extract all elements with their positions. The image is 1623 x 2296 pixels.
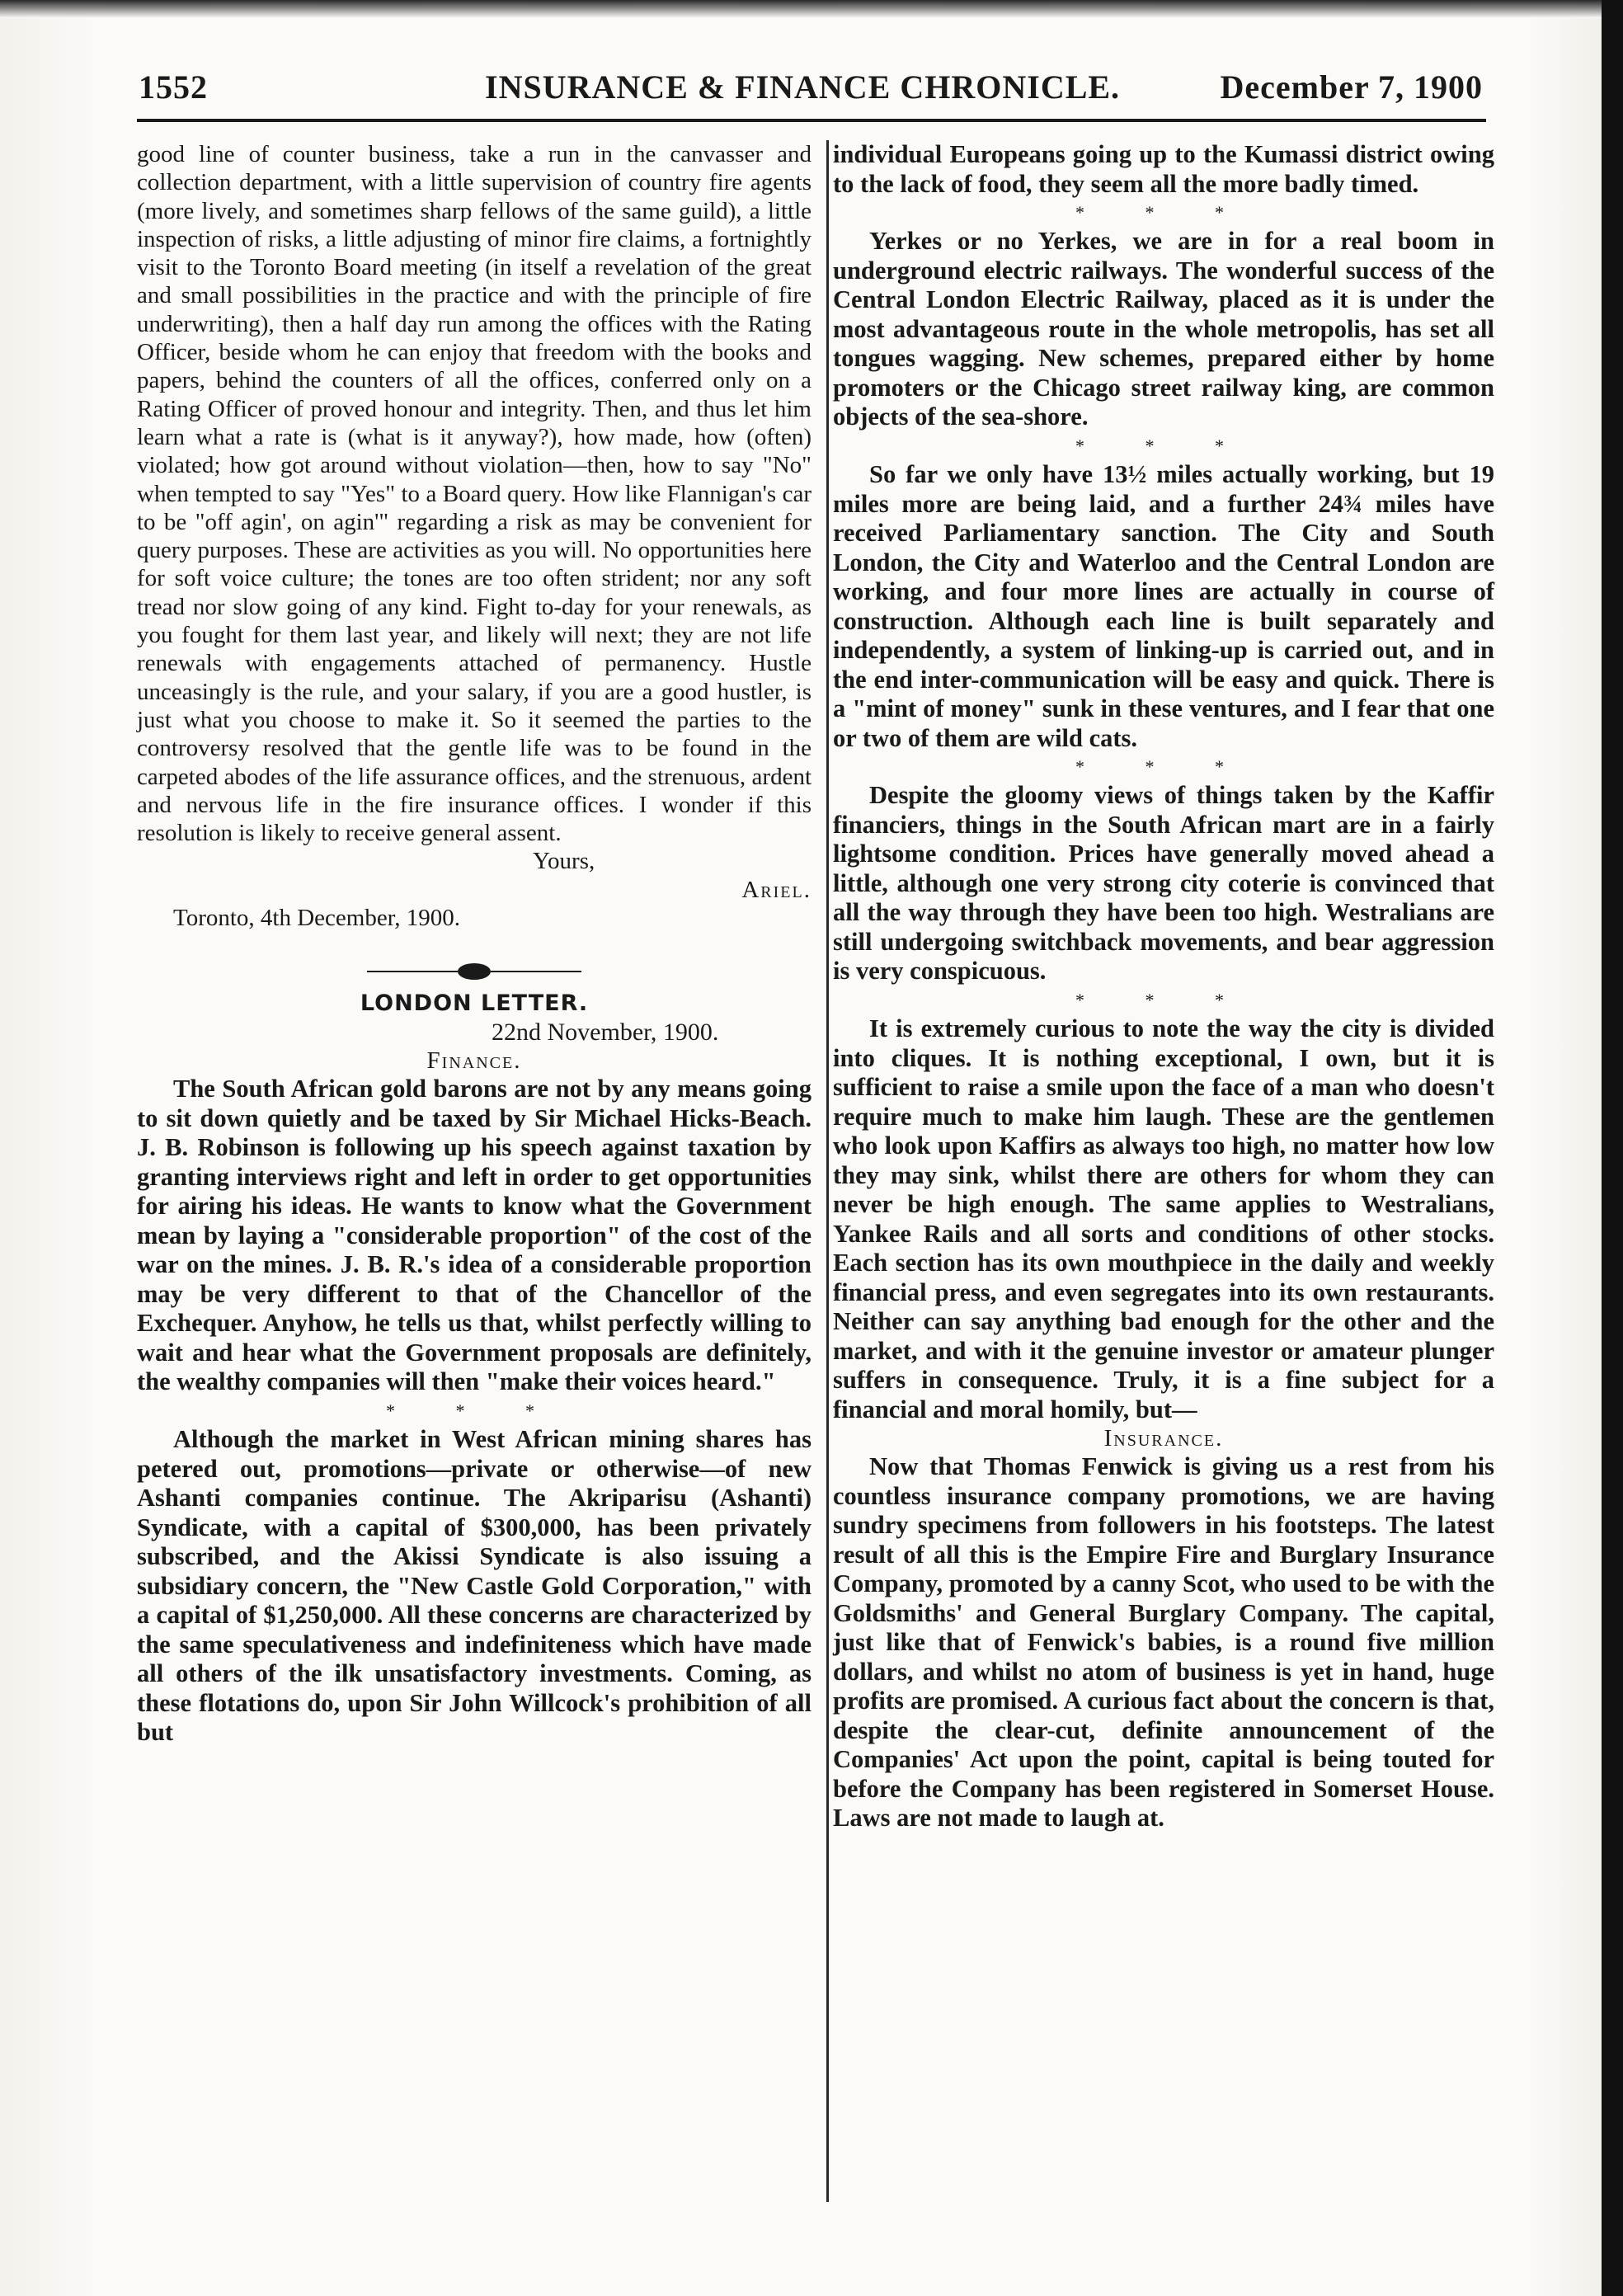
place-date: Toronto, 4th December, 1900. (173, 905, 460, 932)
issue-date: December 7, 1900 (1220, 68, 1483, 106)
page-header (139, 59, 1483, 117)
subhead-insurance: Insurance. (1103, 1425, 1224, 1452)
letter-paragraph: good line of counter business, take a run in the canvasser and collection department, with a little supervision of country fire agents (more lively, and sometimes sharp fellows of the same guild), a little inspection of risks, a little adjusting of minor fire claims, a fortnightly visit to the Toronto Board meeting (in itself a revelation of the great and small possibilities in the practice and with the principle of fire underwriting), then a half day run among the offices with the Rating Officer, beside whom he can enjoy that freedom with the books and papers, behind the counters of all the offices, conferred only on a Rating Officer of proved honour and integrity. Then, and thus let him learn what a rate is (what is it anyway?), how made, how (often) violated; how got around without violation—then, how to say "No" when tempted to say "Yes" to a Board query. How like Flannigan's car to be "off agin', on agin'" regarding a risk as may be convenient for query purposes. These are activities as you will. No opportunities here for soft voice culture; the tones are too often strident; nor any soft tread nor slow going of any kind. Fight to-day for your renewals, as you fought for them last year, and likely will next; they are not life renewals with engagements attached of permanency. Hustle unceasingly is the rule, and your salary, if you are a good hustler, is just what you choose to make it. So it seemed the parties to the controversy resolved that the gentle life was to be found in the carpeted abodes of the life assurance offices, and the strenuous, ardent and nervous life in the fire insurance offices. I wonder if this resolution is likely to receive general assent. (137, 141, 812, 847)
article-paragraph: individual Europeans going up to the Kumassi district owing to the lack of food, they seem all the more badly timed. (833, 140, 1494, 198)
subhead-finance: Finance. (426, 1047, 522, 1074)
closing-yours: Yours, (533, 848, 595, 875)
section-break-stars: * * * (1075, 756, 1252, 778)
section-break-stars: * * * (386, 1400, 562, 1421)
section-break-stars: * * * (1075, 989, 1252, 1010)
article-paragraph: Although the market in West African mining shares has petered out, promotions—private or otherwise—of new Ashanti companies continue. The Akriparisu (Ashanti) Syndicate, with a capital of $300,000, has been privately subscribed, and the Akissi Syndicate is also issuing a subsidiary concern, the "New Castle Gold Corporation," with a capital of $1,250,000. All these concerns are characterized by the same speculativeness and indefiniteness which have made all others of the ilk unsatisfactory investments. Coming, as these flotations do, upon Sir John Willcock's prohibition of all but (137, 1425, 812, 1746)
letter-dateline: 22nd November, 1900. (492, 1018, 719, 1046)
column-divider (826, 140, 829, 2202)
left-column (137, 140, 812, 1748)
article-paragraph: Yerkes or no Yerkes, we are in for a real boom in underground electric railways. The wonderful success of the Central London Electric Railway, placed as it is under the most advantageous route in the whole metropolis, has set all tongues wagging. New schemes, prepared either by home promoters or the Chicago street railway king, are common objects of the sea-shore. (833, 227, 1494, 431)
article-paragraph: Now that Thomas Fenwick is giving us a rest from his countless insurance company promotions, we are having sundry specimens from followers in his footsteps. The latest result of all this is the Empire Fire and Burglary Insurance Company, promoted by a canny Scot, who used to be with the Goldsmiths' and General Burglary Company. The capital, just like that of Fenwick's babies, is a round five million dollars, and whilst no atom of business is yet in hand, huge profits are promised. A curious fact about the concern is that, despite the clear-cut, definite announcement of the Companies' Act upon the point, capital is being touted for before the Company has been registered in Somerset House. Laws are not made to laugh at. (833, 1452, 1494, 1833)
scan-right-edge (1602, 0, 1623, 2296)
header-rule (137, 119, 1486, 122)
right-column (833, 140, 1494, 1833)
scan-top-edge (0, 0, 1623, 18)
section-break-stars: * * * (1075, 435, 1252, 456)
page-number: 1552 (139, 68, 208, 106)
publication-title: INSURANCE & FINANCE CHRONICLE. (485, 68, 1121, 106)
article-paragraph: So far we only have 13½ miles actually working, but 19 miles more are being laid, and a further 24¾ miles have received Parliamentary sanction. The City and South London, the City and Waterloo and the Central London are working, and four more lines are actually in course of construction. Although each line is built separately and independently, a system of linking-up is carried out, and in the end inter-communication will be easy and quick. There is a "mint of money" sunk in these ventures, and I fear that one or two of them are wild cats. (833, 460, 1494, 752)
section-ornament (367, 960, 581, 983)
section-title: LONDON LETTER. (360, 990, 589, 1017)
article-paragraph: The South African gold barons are not by any means going to sit down quietly and be taxed by Sir Michael Hicks-Beach. J. B. Robinson is following up his speech against taxation by granting interviews right and left in order to get opportunities for airing his ideas. He wants to know what the Government mean by laying a "considerable proportion" of the cost of the war on the mines. J. B. R.'s idea of a considerable proportion may be very different to that of the Chancellor of the Exchequer. Anyhow, he tells us that, whilst perfectly willing to wait and hear what the Government proposals are definitely, the wealthy companies will then "make their voices heard." (137, 1075, 812, 1396)
article-paragraph: Despite the gloomy views of things taken by the Kaffir financiers, things in the South African mart are in a fairly lightsome condition. Prices have generally moved ahead a little, although one very strong city coterie is convinced that all the way through they have been too high. Westralians are still undergoing switchback movements, and bear aggression is very conspicuous. (833, 781, 1494, 986)
section-break-stars: * * * (1075, 202, 1252, 223)
article-paragraph: It is extremely curious to note the way the city is divided into cliques. It is nothing exceptional, I own, but it is sufficient to raise a smile upon the face of a man who doesn't require much to make him laugh. These are the gentlemen who look upon Kaffirs as always too high, no matter how low they may sink, whilst there are others for whom they can never be high enough. The same applies to Westralians, Yankee Rails and all sorts and conditions of other stocks. Each section has its own mouthpiece in the daily and weekly financial press, and even segregates into its own restaurants. Neither can say anything bad enough for the other and the market, and with it the genuine investor or amateur plunger suffers in consequence. Truly, it is a fine subject for a financial and moral homily, but— (833, 1014, 1494, 1423)
signature: Ariel. (741, 876, 812, 903)
